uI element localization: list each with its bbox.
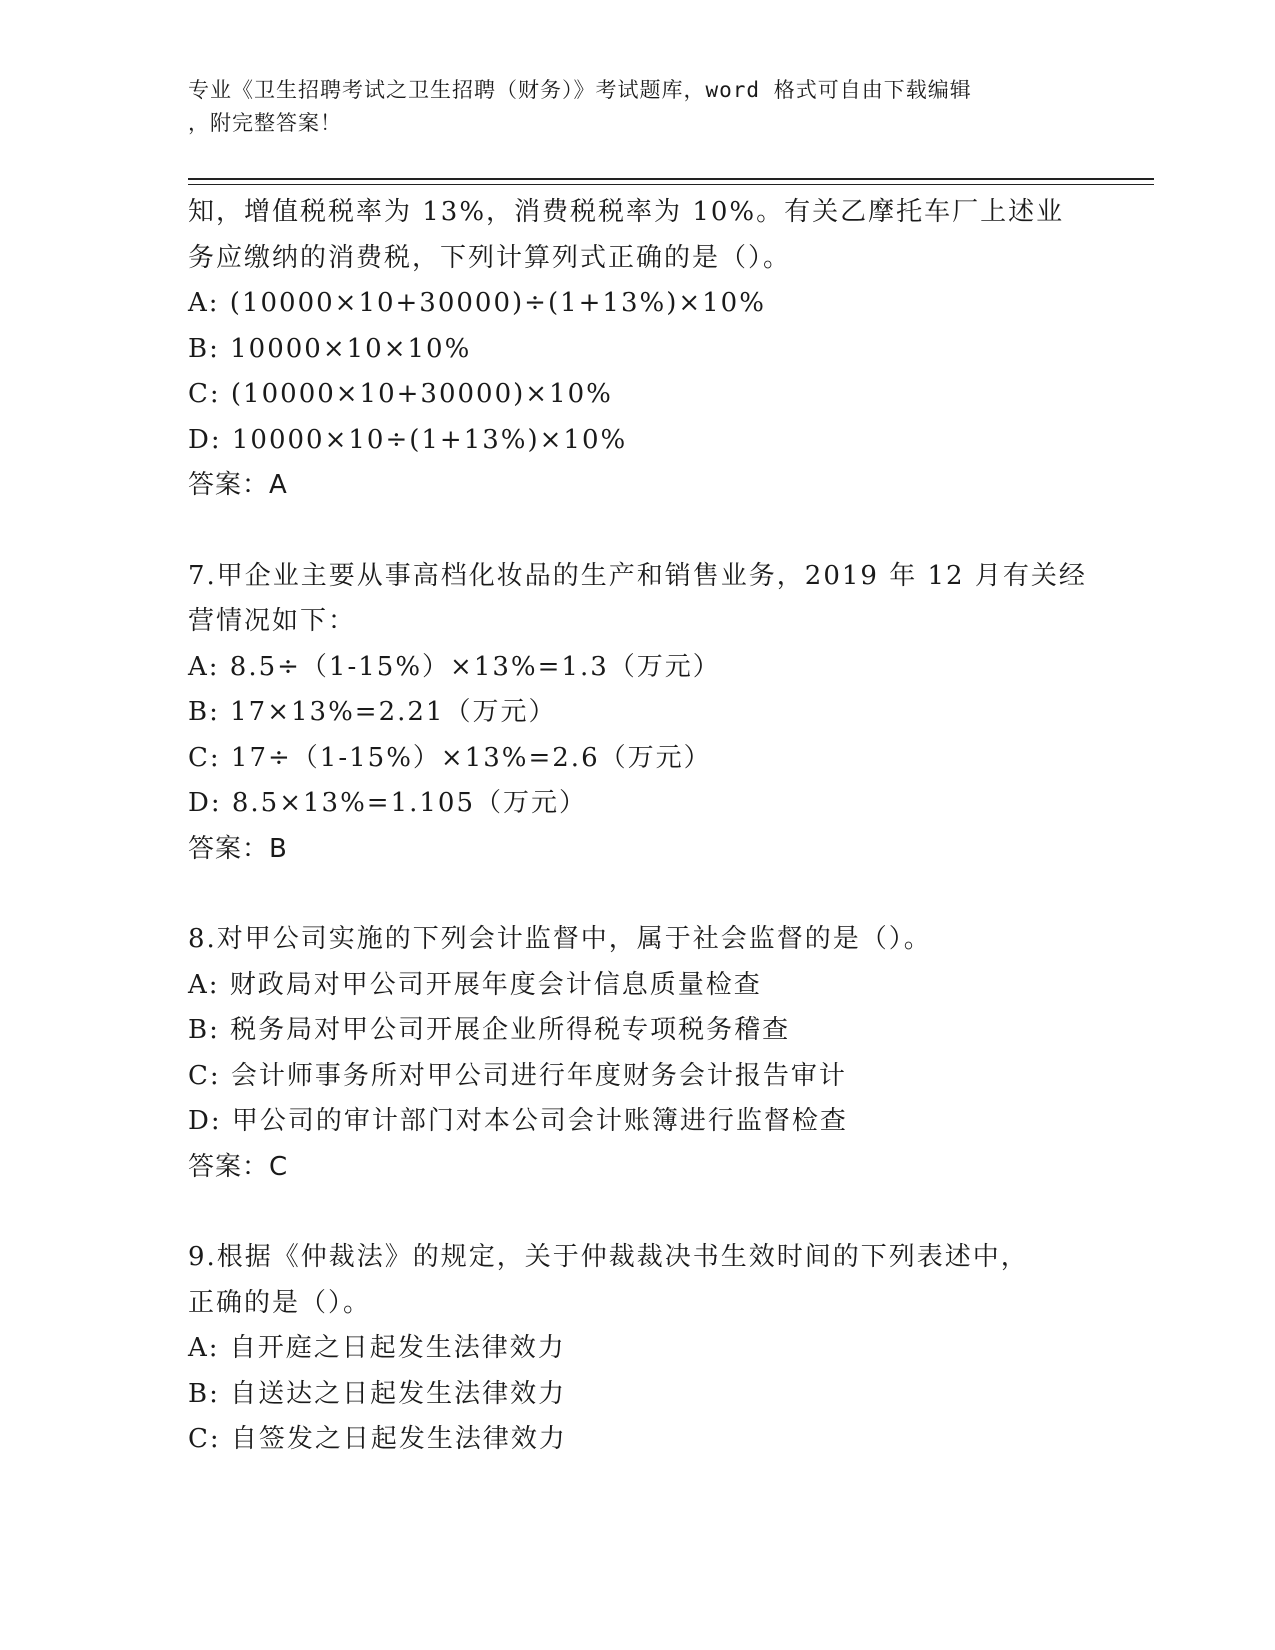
document-header [188,74,1088,140]
spacer [188,509,1148,554]
question-stem-line: 务应缴纳的消费税，下列计算列式正确的是（）。 [188,242,792,273]
header-line-2: ，附完整答案！ [188,111,342,135]
option-d: D: 甲公司的审计部门对本公司会计账簿进行监督检查 [188,1106,848,1136]
question-stem-line: 正确的是（）。 [188,1287,372,1318]
spacer [188,872,1148,917]
option-a: A: 8.5÷（1-15%）×13%=1.3（万元） [188,651,721,682]
option-a: A: (10000×10+30000)÷(1+13%)×10% [188,288,766,318]
spacer [188,1190,1148,1235]
question-stem-line: 营情况如下： [188,606,357,636]
option-c: C: 17÷（1-15%）×13%=2.6（万元） [188,742,712,773]
option-b: B: 10000×10×10% [188,333,472,364]
question-9 [188,1235,1148,1463]
answer-line: 答案：A [188,470,288,500]
option-a: A: 财政局对甲公司开展年度会计信息质量检查 [188,969,762,1000]
option-c: C: 自签发之日起发生法律效力 [188,1424,567,1454]
question-stem-line: 9.根据《仲裁法》的规定，关于仲裁裁决书生效时间的下列表述中， [188,1242,1029,1272]
option-b: B: 17×13%=2.21（万元） [188,697,557,727]
question-stem-line: 7.甲企业主要从事高档化妆品的生产和销售业务，2019 年 12 月有关经 [188,560,1087,591]
option-c: C: 会计师事务所对甲公司进行年度财务会计报告审计 [188,1060,847,1091]
header-line-1: 专业《卫生招聘考试之卫生招聘（财务）》考试题库，word 格式可自由下载编辑 [188,78,972,102]
option-d: D: 8.5×13%=1.105（万元） [188,788,588,818]
option-b: B: 自送达之日起发生法律效力 [188,1378,567,1409]
header-rule-thick [188,178,1154,180]
option-d: D: 10000×10÷(1+13%)×10% [188,424,628,455]
question-continued [188,190,1148,509]
option-c: C: (10000×10+30000)×10% [188,379,613,409]
question-7 [188,554,1148,873]
answer-line: 答案：C [188,1151,289,1182]
question-stem-line: 知，增值税税率为 13%，消费税税率为 10%。有关乙摩托车厂上述业 [188,197,1065,227]
answer-line: 答案：B [188,833,288,864]
question-list [188,190,1148,1463]
question-stem-line: 8.对甲公司实施的下列会计监督中，属于社会监督的是（）。 [188,924,932,954]
header-rule-thin [188,184,1154,185]
option-a: A: 自开庭之日起发生法律效力 [188,1333,566,1363]
option-b: B: 税务局对甲公司开展企业所得税专项税务稽查 [188,1015,791,1045]
question-8 [188,917,1148,1190]
